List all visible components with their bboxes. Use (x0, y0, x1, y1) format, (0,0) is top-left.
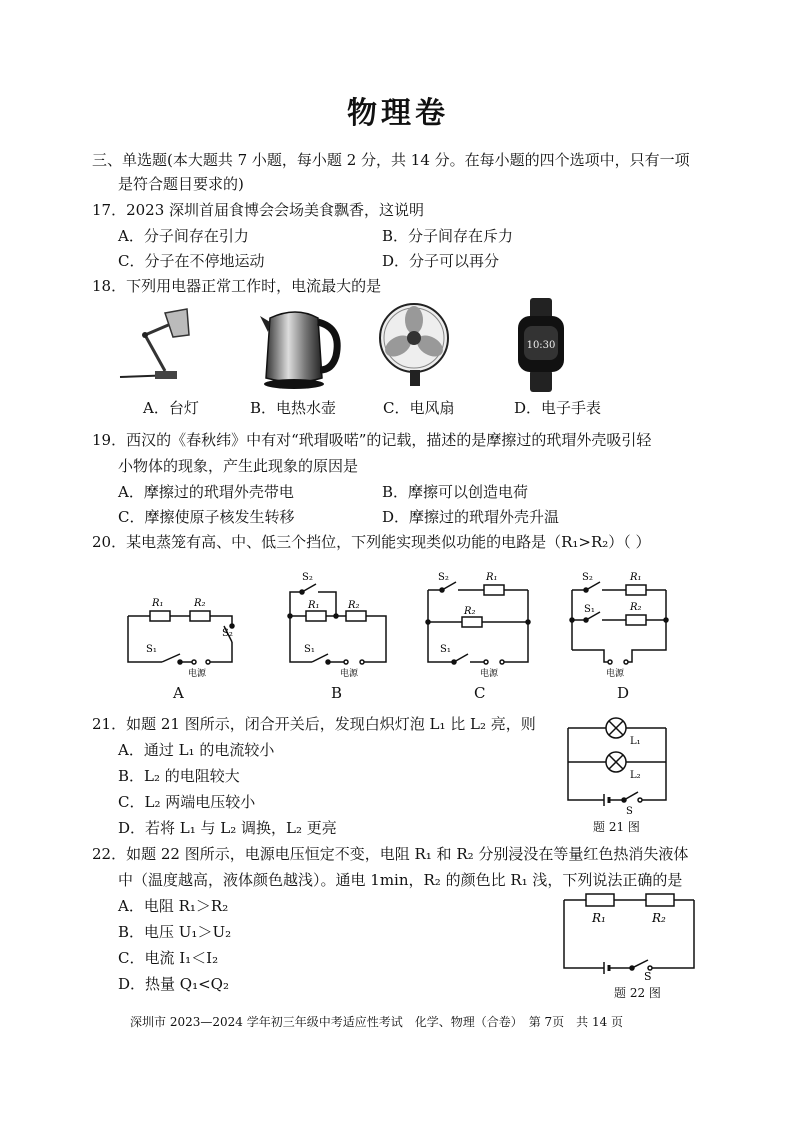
circuit-b-r1-label: R₁ (308, 600, 320, 611)
q22-option-b: B．电压 U₁＞U₂ (118, 923, 232, 941)
circuit-d-s1-label: S₁ (584, 604, 595, 615)
circuit-a-s1-label: S₁ (146, 644, 157, 655)
q22-option-a: A．电阻 R₁＞R₂ (118, 897, 229, 915)
q21-option-c: C．L₂ 两端电压较小 (118, 793, 256, 811)
page-title: 物理卷 (347, 96, 449, 131)
q21-l2-label: L₂ (630, 770, 641, 781)
q18-option-c: C．电风扇 (383, 399, 455, 417)
circuit-c-caption: C (474, 684, 486, 702)
q22-r2-label: R₂ (652, 911, 666, 925)
q21-circuit-diagram (560, 712, 680, 817)
circuit-d-diagram (564, 568, 674, 682)
q17-option-b: B．分子间存在斥力 (382, 227, 514, 245)
circuit-d-s2-label: S₂ (582, 572, 593, 583)
q19-option-b: B．摩擦可以创造电荷 (382, 483, 529, 501)
q19-option-c: C．摩擦使原子核发生转移 (118, 508, 295, 526)
q19-option-a: A．摩擦过的玳瑁外壳带电 (118, 483, 294, 501)
q21-figure-caption: 题 21 图 (593, 820, 640, 834)
circuit-c-s1-label: S₁ (440, 644, 451, 655)
circuit-b-r2-label: R₂ (348, 600, 360, 611)
circuit-d-source-label: 电源 (606, 669, 625, 679)
section-header-line1: 三、单选题(本大题共 7 小题，每小题 2 分，共 14 分。在每小题的四个选项中，只有一项 (92, 151, 690, 169)
q21-option-d: D．若将 L₁ 与 L₂ 调换，L₂ 更亮 (118, 819, 337, 837)
q22-figure-caption: 题 22 图 (614, 986, 661, 1000)
q19-stem-line2: 小物体的现象，产生此现象的原因是 (118, 457, 359, 475)
circuit-d-caption: D (617, 684, 630, 702)
circuit-b-s1-label: S₁ (304, 644, 315, 655)
circuit-d-r1-label: R₁ (630, 572, 642, 583)
q18-option-b: B．电热水壶 (250, 399, 337, 417)
circuit-b-diagram (282, 568, 392, 682)
circuit-c-diagram (420, 568, 538, 682)
digital-watch-image (512, 298, 572, 393)
q22-stem-line2: 中（温度越高，液体颜色越浅）。通电 1min，R₂ 的颜色比 R₁ 浅，下列说法正确的是 (118, 871, 683, 889)
q22-option-d: D．热量 Q₁<Q₂ (118, 975, 229, 993)
q18-option-a: A．台灯 (143, 399, 199, 417)
circuit-a-r1-label: R₁ (152, 598, 164, 609)
circuit-d-r2-label: R₂ (630, 602, 642, 613)
q22-switch-label: S (644, 970, 652, 983)
watch-display: 10:30 (526, 340, 556, 351)
q18-stem: 18．下列用电器正常工作时，电流最大的是 (92, 277, 382, 295)
q21-stem: 21．如题 21 图所示，闭合开关后，发现白炽灯泡 L₁ 比 L₂ 亮，则 (92, 715, 536, 733)
circuit-a-source-label: 电源 (188, 669, 207, 679)
q20-stem: 20．某电蒸笼有高、中、低三个挡位，下列能实现类似功能的电路是（R₁>R₂）（ ） (92, 533, 651, 551)
q17-option-c: C．分子在不停地运动 (118, 252, 265, 270)
circuit-a-diagram (122, 592, 242, 682)
circuit-a-s2-label: S₂ (222, 628, 233, 639)
q21-option-b: B．L₂ 的电阻较大 (118, 767, 240, 785)
q21-option-a: A．通过 L₁ 的电流较小 (118, 741, 275, 759)
circuit-c-r1-label: R₁ (486, 572, 498, 583)
q22-circuit-diagram (556, 890, 706, 983)
q19-stem-line1: 19．西汉的《春秋纬》中有对“玳瑁吸喏”的记载，描述的是摩擦过的玳瑁外壳吸引轻 (92, 431, 652, 449)
section-header-line2: 是符合题目要求的) (118, 175, 244, 193)
electric-kettle-image (256, 300, 346, 392)
circuit-c-s2-label: S₂ (438, 572, 449, 583)
q18-option-d: D．电子手表 (514, 399, 602, 417)
electric-fan-image (378, 300, 458, 392)
circuit-a-r2-label: R₂ (194, 598, 206, 609)
q22-r1-label: R₁ (592, 911, 606, 925)
q22-option-c: C．电流 I₁＜I₂ (118, 949, 219, 967)
circuit-b-source-label: 电源 (340, 669, 359, 679)
page-footer: 深圳市 2023—2024 学年初三年级中考适应性考试 化学、物理（合卷） 第 7页 共 14 页 (130, 1015, 624, 1029)
circuit-c-source-label: 电源 (480, 669, 499, 679)
q19-option-d: D．摩擦过的玳瑁外壳升温 (382, 508, 560, 526)
q21-switch-label: S (626, 806, 633, 817)
q22-stem-line1: 22．如题 22 图所示，电源电压恒定不变，电阻 R₁ 和 R₂ 分别浸没在等量红色热消失液体 (92, 845, 689, 863)
q21-l1-label: L₁ (630, 736, 641, 747)
q17-stem: 17．2023 深圳首届食博会会场美食飘香，这说明 (92, 201, 425, 219)
circuit-b-s2-label: S₂ (302, 572, 313, 583)
q17-option-a: A．分子间存在引力 (118, 227, 249, 245)
desk-lamp-image (115, 305, 195, 390)
circuit-c-r2-label: R₂ (464, 606, 476, 617)
q17-option-d: D．分子可以再分 (382, 252, 500, 270)
circuit-b-caption: B (331, 684, 343, 702)
circuit-a-caption: A (173, 684, 184, 702)
